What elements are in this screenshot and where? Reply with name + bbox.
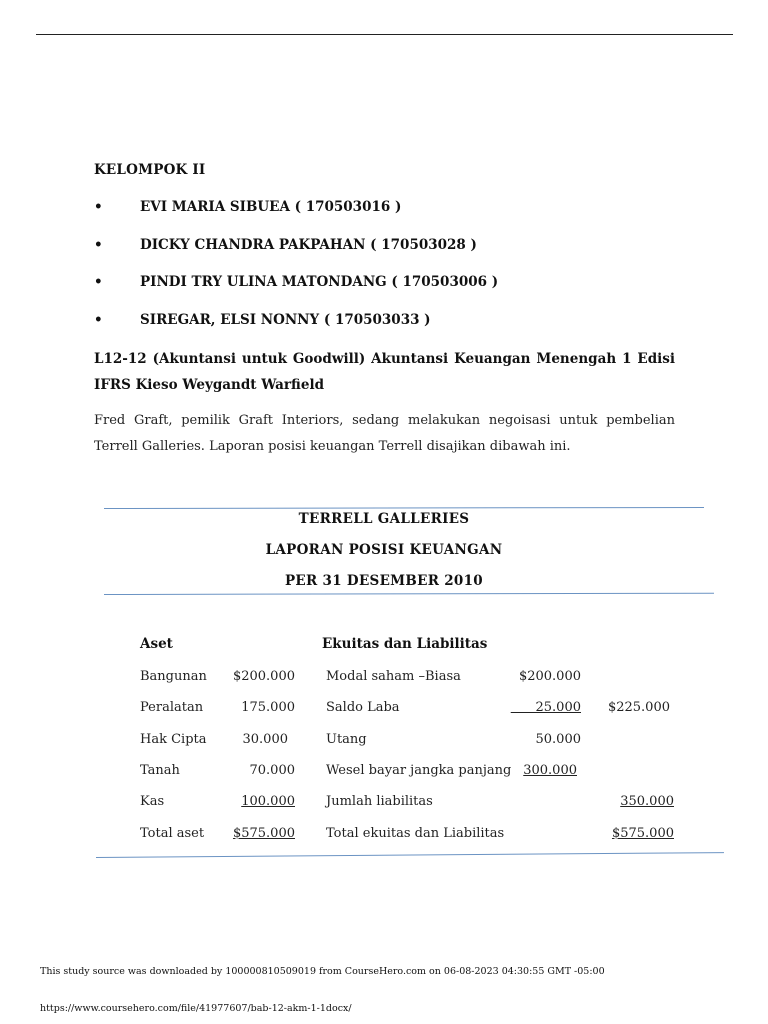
report-header-divider	[104, 593, 714, 595]
member-name: PINDI TRY ULINA MATONDANG ( 170503006 )	[140, 274, 499, 290]
equity-heading: Ekuitas dan Liabilitas	[322, 636, 488, 652]
asset-amount: 100.000	[241, 794, 295, 809]
asset-label: Hak Cipta	[140, 732, 207, 747]
assets-heading: Aset	[140, 636, 173, 652]
report-top-divider	[104, 507, 704, 509]
report-date: PER 31 DESEMBER 2010	[284, 573, 484, 589]
source-url[interactable]: https://www.coursehero.com/file/41977607/bab-12-akm-1-1docx/	[40, 1003, 352, 1014]
asset-amount: $575.000	[232, 826, 295, 841]
equity-label: Total ekuitas dan Liabilitas	[326, 826, 505, 841]
equity-label: Modal saham –Biasa	[326, 669, 461, 684]
equity-amount: $200.000	[518, 669, 581, 684]
report-bottom-divider	[96, 852, 724, 858]
equity-amount: 300.000	[523, 763, 577, 778]
asset-label: Bangunan	[140, 669, 207, 684]
member-name: EVI MARIA SIBUEA ( 170503016 )	[140, 199, 402, 215]
equity-label: Jumlah liabilitas	[326, 794, 433, 809]
equity-total: $575.000	[611, 826, 674, 841]
table-row	[0, 794, 768, 814]
list-item	[94, 199, 694, 237]
asset-amount: 175.000	[241, 700, 295, 715]
table-row	[0, 763, 768, 783]
list-item	[94, 274, 694, 312]
report-company: TERRELL GALLERIES	[298, 511, 470, 527]
equity-total: $225.000	[607, 700, 670, 715]
table-row	[0, 826, 768, 846]
asset-label: Peralatan	[140, 700, 204, 715]
top-divider	[36, 34, 733, 35]
asset-label: Total aset	[140, 826, 205, 841]
equity-amount: 50.000	[535, 732, 581, 747]
equity-label: Wesel bayar jangka panjang	[326, 763, 512, 778]
equity-label: Utang	[326, 732, 367, 747]
list-item	[94, 312, 694, 350]
bullet-icon: •	[94, 311, 103, 328]
asset-amount: $200.000	[232, 669, 295, 684]
asset-amount: 30.000	[242, 732, 288, 747]
list-item	[94, 237, 694, 275]
table-row	[0, 732, 768, 752]
member-name: SIREGAR, ELSI NONNY ( 170503033 )	[140, 311, 431, 328]
group-title: KELOMPOK II	[94, 162, 206, 178]
table-row	[0, 669, 768, 689]
asset-amount: 70.000	[249, 763, 295, 778]
equity-label: Saldo Laba	[326, 700, 400, 715]
member-name: DICKY CHANDRA PAKPAHAN ( 170503028 )	[140, 236, 477, 253]
table-row	[0, 700, 768, 720]
report-statement-title: LAPORAN POSISI KEUANGAN	[265, 542, 503, 558]
intro-paragraph: Fred Graft, pemilik Graft Interiors, sedang melakukan negoisasi untuk pembelian Terrell Galleries. Laporan posisi keuangan Terrell disajikan dibawah ini.	[94, 413, 675, 454]
bullet-icon: •	[94, 236, 103, 253]
problem-title: L12-12 (Akuntansi untuk Goodwill) Akuntansi Keuangan Menengah 1 Edisi IFRS Kieso Weygandt Warfield	[94, 351, 675, 393]
equity-total: 350.000	[620, 794, 674, 809]
member-list	[94, 199, 694, 349]
equity-amount: 25.000	[510, 700, 581, 715]
asset-label: Tanah	[140, 763, 180, 778]
asset-label: Kas	[140, 794, 165, 809]
source-note: This study source was downloaded by 100000810509019 from CourseHero.com on 06-08-2023 04:30:55 GMT -05:00	[40, 966, 605, 977]
bullet-icon: •	[94, 274, 103, 290]
bullet-icon: •	[94, 199, 103, 215]
